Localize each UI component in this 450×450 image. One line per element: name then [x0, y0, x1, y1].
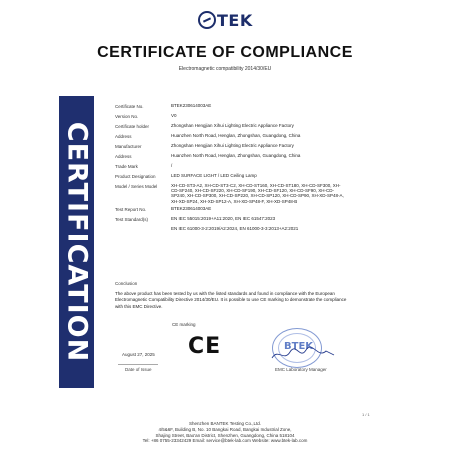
- field-test-standards: [115, 215, 347, 224]
- ce-mark-icon: [188, 333, 221, 359]
- conclusion-text: The above product has been tested by us with the listed standards and found in compliance with the European Electromagnetic Compatibility Directive 2014/30/EU. It is possible to use CE marking to demonstrate the compliance with this EMC Directive.: [115, 291, 347, 309]
- conclusion-label: Conclusion: [115, 281, 138, 286]
- field-trade-mark: [115, 162, 347, 171]
- field-test-standards-cont: [115, 225, 347, 234]
- field-value: LED SURFACE LIGHT / LED Ceiling Lamp: [171, 173, 257, 178]
- logo-wordmark: TEK: [217, 10, 253, 30]
- ce-mark-e: E: [205, 333, 221, 359]
- field-value: BTEK230614003AE: [171, 103, 212, 108]
- field-label: Version No.: [115, 114, 139, 119]
- issue-date: August 27, 2025: [122, 352, 155, 357]
- ce-marking-label: CE marking: [172, 322, 196, 327]
- certificate-fields: [115, 102, 347, 235]
- field-model: [115, 182, 347, 204]
- field-value: Huanzhen North Road, Henglan, Zhongshan, Guangdong, China: [171, 153, 301, 158]
- field-label: Certificate holder: [115, 124, 150, 129]
- field-label: Address: [115, 154, 132, 159]
- field-manufacturer: [115, 142, 347, 151]
- field-version-no: [115, 112, 347, 121]
- field-value: /: [171, 163, 173, 168]
- field-value: EN IEC 55015:2019+A11:2020, EN IEC 61547:2023: [171, 215, 276, 221]
- signatory-label: EMC Laboratory Manager: [275, 367, 327, 372]
- footer-contact-line: Tel: +86 0755-23342429 Email: service@btek-lab.com Website: www.btek-lab.com: [142, 438, 308, 444]
- certification-side-banner: [59, 96, 94, 388]
- field-value: BTEK230614003AE: [171, 205, 212, 211]
- stamp-text: BTEK: [284, 341, 314, 352]
- issue-date-label: Date of Issue: [125, 367, 152, 372]
- field-label: Trade Mark: [115, 164, 138, 169]
- field-value: EN IEC 61000-3-2:2019/A2:2024, EN 61000-3-3:2013+A2:2021: [171, 225, 299, 231]
- footer-address-line-2: Shajing Street, Bao'an District, Shenzhen, Guangdong, China 518104: [155, 432, 295, 438]
- field-holder-address: [115, 132, 347, 141]
- field-value: XH-CD-ST3-A2, XH-CD-ST3-C2, XH-CD-ST160, XH-CD-ST180, XH-CD-SF300, XH-CD-SF240, XH-CD-SF220, XH-CD-SF190, XH-CD-SF120, XH-CD-SF90, XH-CD-SP240, XH-CD-SP300, XH-CD-SP220, XH-CD-SP120, XH-CD-SP90, XH-XD-SP48-A, XH-XD-SP24, XH-XD-SP12-A, XH-XD-SP48-F, XH-XD-SP48-B: [171, 183, 344, 204]
- footer-company-name: Shenzhen BANTEK Testing Co.,Ltd.: [189, 421, 261, 426]
- field-manufacturer-address: [115, 152, 347, 161]
- field-label: Product Designation: [115, 174, 156, 179]
- field-label: Model / Series Model: [115, 184, 158, 189]
- field-certificate-holder: [115, 122, 347, 131]
- field-label: Certificate No.: [115, 104, 144, 109]
- field-label: Manufacturer: [115, 144, 142, 149]
- footer-address-line-1: 4/5&6F, Building B, No. 10 Bangkai Road, Bangkai Industrial Zone,: [158, 426, 292, 432]
- handwritten-signature: [268, 344, 338, 364]
- field-certificate-no: [115, 102, 347, 111]
- field-label: Address: [115, 134, 132, 139]
- footer-address-block: [0, 421, 450, 444]
- field-value: V0: [171, 113, 177, 118]
- field-label: Test Report No.: [115, 206, 147, 212]
- btek-swoosh-logo-icon: [198, 11, 216, 29]
- page-number: 1 / 1: [362, 412, 370, 417]
- date-underline: [118, 364, 158, 365]
- field-product-designation: [115, 172, 347, 181]
- ce-mark-c: C: [188, 333, 205, 359]
- field-value: Huanzhen North Road, Henglan, Zhongshan, Guangdong, China: [171, 133, 301, 138]
- field-test-report-no: [115, 205, 347, 214]
- field-label: Test Standard(s): [115, 216, 149, 222]
- field-value: Zhongshan Hengjian Xihui Lighting Electric Appliance Factory: [171, 123, 294, 128]
- field-value: Zhongshan Hengjian Xihui Lighting Electric Appliance Factory: [171, 143, 294, 148]
- company-logo: [198, 10, 262, 30]
- certificate-title: CERTIFICATE OF COMPLIANCE: [97, 44, 353, 61]
- side-banner-text: CERTIFICATION: [61, 121, 92, 363]
- certificate-subtitle: Electromagnetic compatibility 2014/30/EU: [178, 66, 272, 72]
- field-label: [115, 225, 171, 234]
